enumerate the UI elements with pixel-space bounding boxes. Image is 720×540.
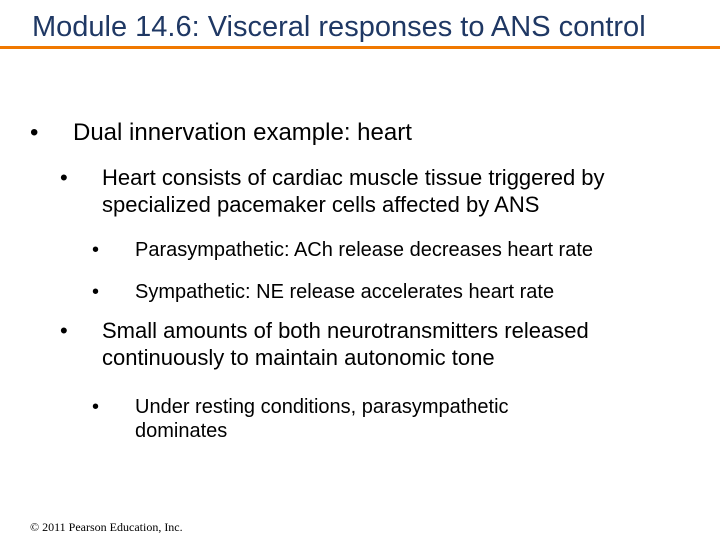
bullet-text: Small amounts of both neurotransmitters released continuously to maintain autonomic tone <box>102 318 589 370</box>
bullet-dot: • <box>60 165 68 190</box>
bullet-dot: • <box>92 281 100 303</box>
bullet-text: Under resting conditions, parasympathetic dominates <box>135 396 509 443</box>
title-divider <box>0 46 720 49</box>
copyright-footer: © 2011 Pearson Education, Inc. <box>30 520 183 534</box>
bullet-text: Dual innervation example: heart <box>73 119 412 146</box>
bullet-dot: • <box>92 396 100 418</box>
bullet-text: Heart consists of cardiac muscle tissue triggered by specialized pacemaker cells affected by ANS <box>102 165 605 217</box>
bullet-dot: • <box>30 119 39 146</box>
bullet-dot: • <box>60 318 68 343</box>
slide-title: Module 14.6: Visceral responses to ANS control <box>32 11 646 43</box>
bullet-text: Sympathetic: NE release accelerates heart rate <box>135 281 555 303</box>
bullet-dot: • <box>92 239 100 261</box>
bullet-text: Parasympathetic: ACh release decreases heart rate <box>135 239 594 261</box>
